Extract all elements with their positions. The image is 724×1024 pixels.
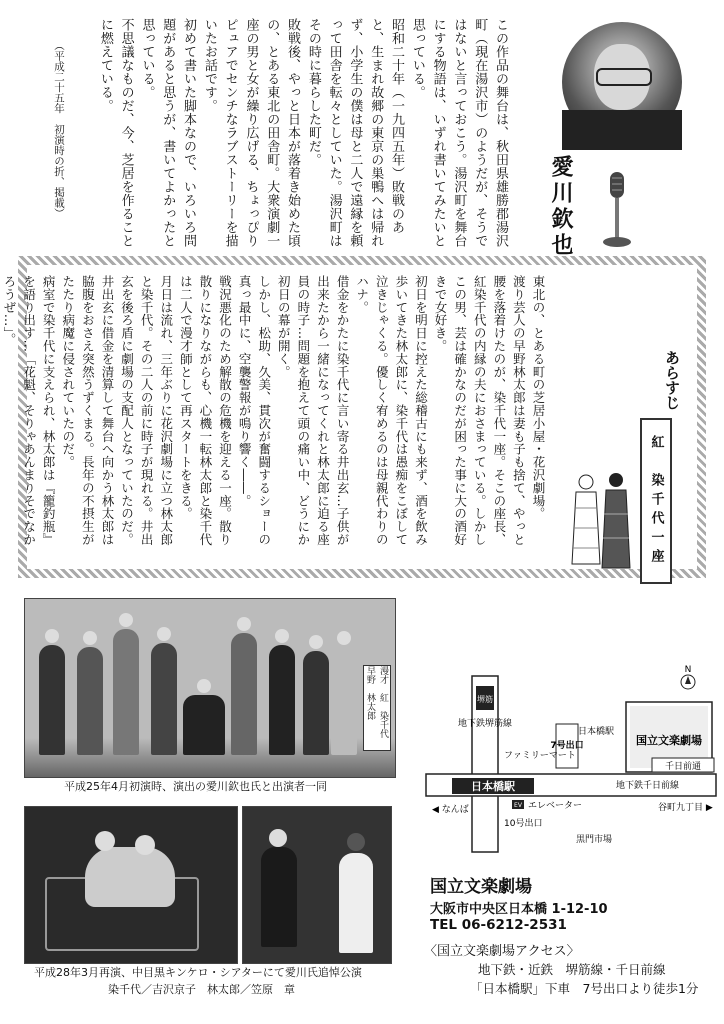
essay-note: （平成二十五年 初演時の折、掲載） xyxy=(53,40,65,219)
synopsis-paragraph: 渡り芸人の早野林太郎は妻も子も捨て、やっと腰を落着けたのが、染千代一座。そこの座長、紅染千代の内縁の夫におさまっている。しかしこの男、芸は確かなのだが困った事に大の酒好きで女好き。 xyxy=(433,275,527,546)
cast-group-photo xyxy=(24,598,396,778)
synopsis-paragraph: 病室で染千代に支えられ、林太郎は『籠釣瓶』を語り出す…「花魁、そりゃあんまりそでなかろうぜ…」。 xyxy=(1,275,57,546)
map-elevator: エレベーター xyxy=(528,801,583,811)
map-family-mart: ファミリーマート xyxy=(504,751,576,761)
stage-photo-bed-scene xyxy=(24,806,238,964)
couple-illustration xyxy=(568,468,636,578)
venue-address: 大阪市中央区日本橋 1-12-10 xyxy=(430,902,608,917)
author-name: 愛川欽也 xyxy=(548,155,573,259)
venue-name: 国立文楽劇場 xyxy=(430,877,532,897)
essay-text xyxy=(60,18,510,250)
essay-paragraph: 初めて書いた脚本なので、いろいろ問題があると思うが、書いてよかったと思っている。 xyxy=(139,18,197,248)
essay-paragraph: 昭和二十年（一九四五年）敗戦のあと、生まれ故郷の東京の巣鴨へは帰れず、小学生の僕は母と二人で遠縁を頼って田舎を転々としていた。湯沢町はその時に暮らした町だ。 xyxy=(305,18,405,248)
stage-sign: 漫才 紅 染千代 早野 林太郎 xyxy=(363,665,391,751)
map-sakaisuji-line: 地下鉄堺筋線 xyxy=(457,719,513,729)
map-kuromon: 黒門市場 xyxy=(576,835,613,845)
access-map xyxy=(426,662,716,852)
synopsis-text xyxy=(1,275,548,555)
microphone-icon xyxy=(600,170,634,250)
stage-photo-duo xyxy=(242,806,392,964)
map-theater-label: 国立文楽劇場 xyxy=(636,734,702,747)
essay-paragraph: 不思議なものだ、今、芝居を作ることに燃えている。 xyxy=(97,18,134,248)
map-namba: ◀ なんば xyxy=(432,805,469,815)
map-nipponbashi-label: 日本橋駅 xyxy=(577,727,615,737)
map-exit10: 10号出口 xyxy=(504,819,543,829)
synopsis-paragraph: 戦況悪化のため解散の危機を迎える一座。散り散りになりながらも、心機一転林太郎と染千代は二人で漫才師として再スタートをきる。 xyxy=(178,275,233,546)
photo-caption-1: 平成25年4月初演時、演出の愛川欽也氏と出演者一同 xyxy=(64,780,327,793)
synopsis-paragraph: 初日を明日に控えた総稽古にも来ず、酒を飲み歩いてきた林太郎に、染千代は愚痴をこぼして泣きじゃくる。優しく宥めるのは母親代わりのハナ。 xyxy=(354,275,429,546)
map-sennichimae-street: 千日前通 xyxy=(664,762,702,772)
map-exit7-label: 7号出口 xyxy=(550,741,584,751)
map-north: N xyxy=(684,665,692,675)
synopsis-paragraph: しかし、松助、久美、貫次が奮闘するショーの真っ最中に、空襲警報が鳴り響く――。 xyxy=(237,275,272,546)
photo-caption-3: 染千代／吉沢京子 林太郎／笠原 章 xyxy=(108,983,295,996)
synopsis-heading: あらすじ xyxy=(663,350,681,410)
map-ev: EV xyxy=(514,802,522,809)
map-sakaisuji: 堺筋 xyxy=(477,695,493,704)
map-sennichimae-line: 地下鉄千日前線 xyxy=(616,781,680,791)
access-line-2: 「日本橋駅」下車 7号出口より徒歩1分 xyxy=(470,981,699,996)
synopsis-paragraph: 借金をかたに染千代に言い寄る井出玄…子供が出来たから一緒になってくれと林太郎に迫る座員の時子…問題を抱えて頭の痛い中、どうにか初日の幕が開く。 xyxy=(276,275,351,546)
essay-paragraph: この作品の舞台は、秋田県雄勝郡湯沢町（現在湯沢市）のようだが、そうではないと言っておこう。湯沢町を舞台にする物語は、いずれ書いてみたいと思っている。 xyxy=(409,18,508,248)
access-title: 〈国立文楽劇場アクセス〉 xyxy=(424,944,580,959)
map-station-label: 日本橋駅 xyxy=(471,780,515,793)
photo-caption-2: 平成28年3月再演、中目黒キンケロ・シアターにて愛川氏追悼公演 xyxy=(34,966,362,979)
troupe-banner: 紅 染千代一座 xyxy=(640,418,672,584)
synopsis-paragraph: 月日は流れ、三年ぶりに花沢劇場に立つ林太郎と染千代。その二人の前に時子が現れる。井出玄を後ろ盾に劇場の支配人となっていたのだ。井出玄に借金を清算して舞台へ向かう林太郎は脇腹をおさえ突然うずくまる。長年の不摂生がたたり病魔に侵されていたのだ。 xyxy=(60,275,174,546)
venue-tel: TEL 06-6212-2531 xyxy=(430,917,567,933)
essay-paragraph: 敗戦後、やっと日本が落着き始めた頃の、とある東北の田舎町。大衆演劇一座の男と女が繰り広げる、ちょっぴりピュアでセンチなラブストーリーを描いたお話です。 xyxy=(201,18,301,248)
synopsis-paragraph: 東北の、とある町の芝居小屋・花沢劇場。 xyxy=(531,275,546,521)
author-portrait xyxy=(562,22,682,142)
access-line-1: 地下鉄・近鉄 堺筋線・千日前線 xyxy=(478,962,666,977)
map-tanimachi: 谷町九丁目 ▶ xyxy=(658,803,713,813)
